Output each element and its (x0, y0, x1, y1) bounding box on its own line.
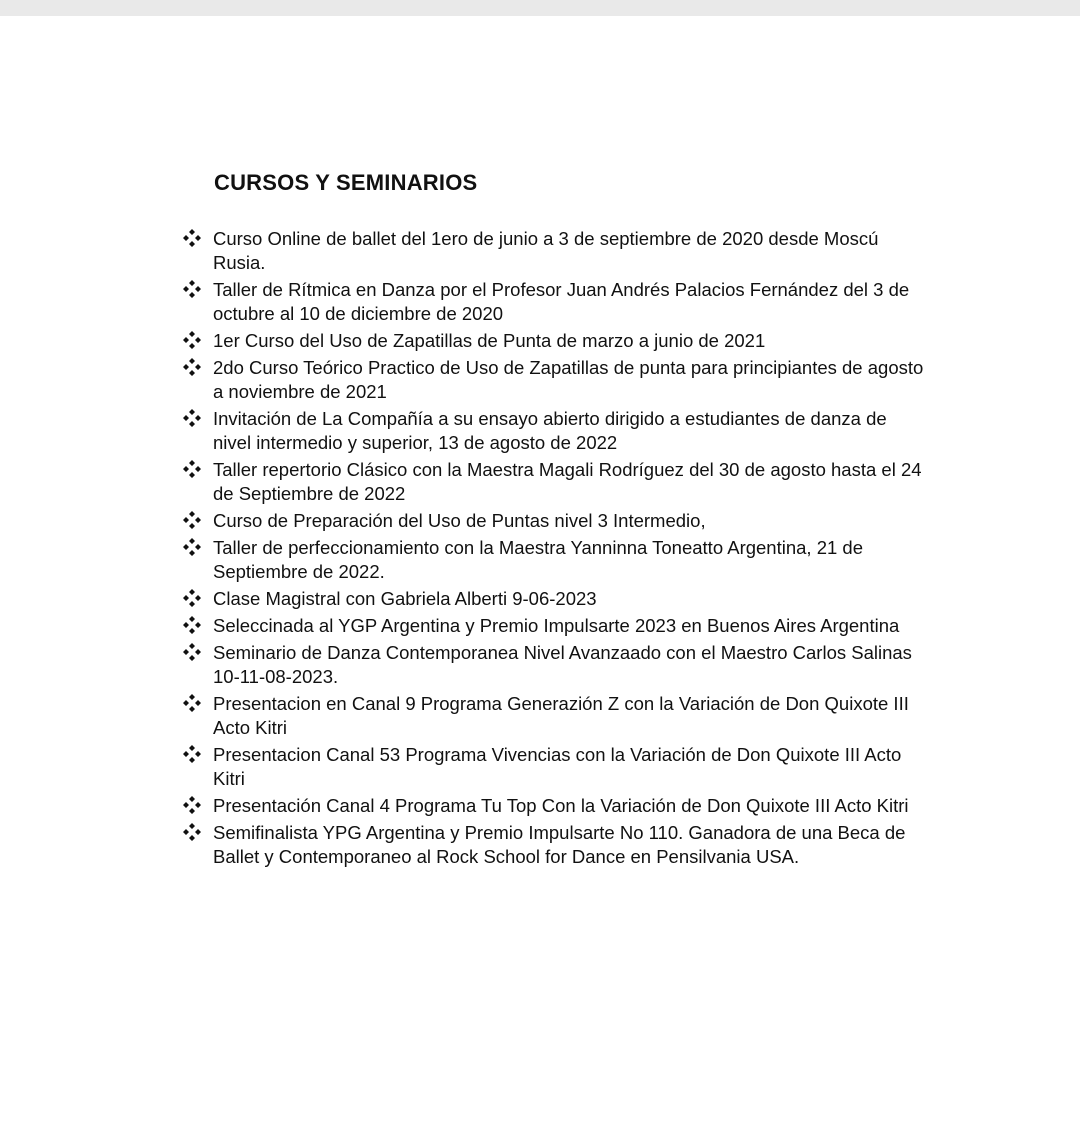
list-item-text: Invitación de La Compañía a su ensayo abierto dirigido a estudiantes de danza de nivel intermedio y superior, 13 de agosto de 2022 (213, 408, 887, 453)
list-item (180, 329, 925, 353)
document-page (0, 16, 1080, 1133)
four-diamond-bullet-icon (182, 588, 202, 608)
list-item-text: Taller repertorio Clásico con la Maestra Magali Rodríguez del 30 de agosto hasta el 24 de Septiembre de 2022 (213, 459, 922, 504)
list-item (180, 794, 925, 818)
courses-list (180, 227, 925, 872)
list-item-text: Presentacion Canal 53 Programa Vivencias con la Variación de Don Quixote III Acto Kitri (213, 744, 902, 789)
list-item-text: Taller de perfeccionamiento con la Maestra Yanninna Toneatto Argentina, 21 de Septiembre de 2022. (213, 537, 863, 582)
list-item-text: 2do Curso Teórico Practico de Uso de Zapatillas de punta para principiantes de agosto a noviembre de 2021 (213, 357, 924, 402)
list-item-text: Presentación Canal 4 Programa Tu Top Con la Variación de Don Quixote III Acto Kitri (213, 795, 909, 816)
list-item (180, 536, 925, 584)
four-diamond-bullet-icon (182, 744, 202, 764)
four-diamond-bullet-icon (182, 459, 202, 479)
list-item (180, 407, 925, 455)
list-item-text: Curso de Preparación del Uso de Puntas nivel 3 Intermedio, (213, 510, 706, 531)
four-diamond-bullet-icon (182, 795, 202, 815)
list-item-text: Taller de Rítmica en Danza por el Profesor Juan Andrés Palacios Fernández del 3 de octubre al 10 de diciembre de 2020 (213, 279, 910, 324)
list-item (180, 587, 925, 611)
list-item-text: Presentacion en Canal 9 Programa Generazión Z con la Variación de Don Quixote III Acto Kitri (213, 693, 909, 738)
list-item (180, 278, 925, 326)
four-diamond-bullet-icon (182, 615, 202, 635)
list-item (180, 458, 925, 506)
top-bar (0, 0, 1080, 16)
four-diamond-bullet-icon (182, 357, 202, 377)
list-item-text: Clase Magistral con Gabriela Alberti 9-06-2023 (213, 588, 597, 609)
page-title: CURSOS Y SEMINARIOS (214, 170, 478, 195)
four-diamond-bullet-icon (182, 642, 202, 662)
four-diamond-bullet-icon (182, 537, 202, 557)
four-diamond-bullet-icon (182, 510, 202, 530)
list-item (180, 614, 925, 638)
four-diamond-bullet-icon (182, 408, 202, 428)
list-item (180, 509, 925, 533)
list-item-text: Curso Online de ballet del 1ero de junio a 3 de septiembre de 2020 desde Moscú Rusia. (213, 228, 879, 273)
four-diamond-bullet-icon (182, 279, 202, 299)
four-diamond-bullet-icon (182, 693, 202, 713)
four-diamond-bullet-icon (182, 228, 202, 248)
four-diamond-bullet-icon (182, 822, 202, 842)
list-item (180, 227, 925, 275)
list-item (180, 692, 925, 740)
list-item (180, 821, 925, 869)
four-diamond-bullet-icon (182, 330, 202, 350)
list-item (180, 356, 925, 404)
list-item (180, 743, 925, 791)
list-item-text: Seminario de Danza Contemporanea Nivel Avanzaado con el Maestro Carlos Salinas 10-11-08-2023. (213, 642, 912, 687)
list-item-text: 1er Curso del Uso de Zapatillas de Punta de marzo a junio de 2021 (213, 330, 766, 351)
list-item-text: Seleccinada al YGP Argentina y Premio Impulsarte 2023 en Buenos Aires Argentina (213, 615, 900, 636)
list-item (180, 641, 925, 689)
list-item-text: Semifinalista YPG Argentina y Premio Impulsarte No 110. Ganadora de una Beca de Ballet y Contemporaneo al Rock School for Dance en Pensilvania USA. (213, 822, 906, 867)
